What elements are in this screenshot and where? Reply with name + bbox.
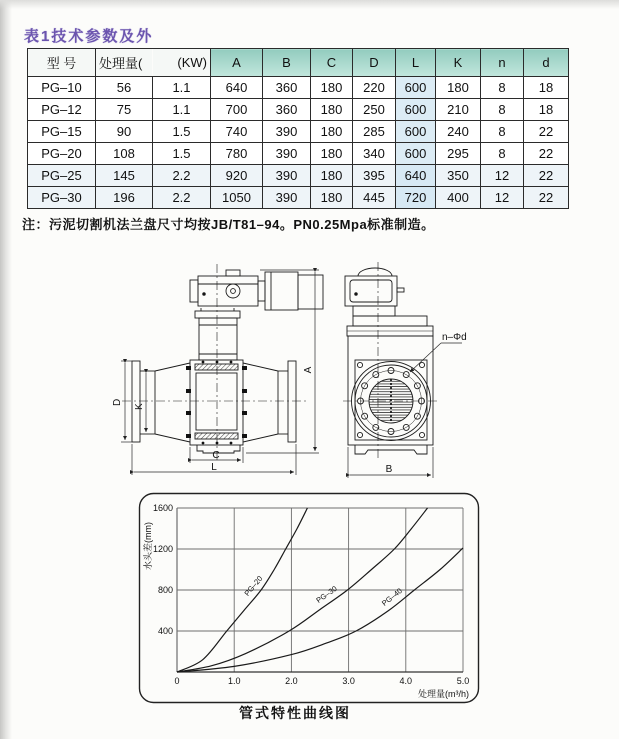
dim-label-l: L: [211, 462, 217, 473]
table-cell: 22: [524, 143, 569, 165]
x-tick-label: 2.0: [285, 676, 298, 686]
table-cell: 18: [524, 77, 569, 99]
y-tick-label: 800: [157, 585, 173, 595]
col-header: L: [396, 49, 436, 77]
table-cell: PG–12: [28, 99, 96, 121]
table-cell: 108: [96, 143, 153, 165]
dim-label-d: D: [112, 398, 123, 406]
table-cell: 920: [211, 165, 263, 187]
table-cell: 600: [396, 77, 436, 99]
table-row: [28, 165, 569, 187]
table-cell: PG–10: [28, 77, 96, 99]
right-flange: [288, 361, 296, 442]
col-header: C: [311, 49, 353, 77]
table-cell: 180: [311, 187, 353, 209]
series-label: PG–40: [379, 586, 404, 608]
table-row: [28, 187, 569, 209]
table-cell: 445: [353, 187, 396, 209]
curve-chart-svg: [138, 492, 480, 704]
table-cell: 1050: [211, 187, 263, 209]
front-gearbox: [345, 276, 397, 306]
chart-grid: [177, 508, 463, 672]
table-cell: 400: [436, 187, 481, 209]
motor-dome: [358, 268, 392, 276]
table-cell: 700: [211, 99, 263, 121]
x-tick-label: 4.0: [399, 676, 413, 686]
y-axis-title: 水头差(mm): [143, 522, 153, 570]
table-cell: 600: [396, 143, 436, 165]
table-row: [28, 143, 569, 165]
dim-label-k: K: [134, 403, 145, 410]
table-cell: 12: [481, 165, 524, 187]
table-cell: 1.5: [153, 121, 211, 143]
table-row: [28, 99, 569, 121]
front-base: [355, 445, 427, 454]
x-axis-title: 处理量(m³/h): [418, 689, 469, 699]
table-cell: 390: [263, 187, 311, 209]
page-title: 表1技术参数及外: [24, 28, 154, 45]
table-cell: 22: [524, 165, 569, 187]
table-cell: 180: [311, 77, 353, 99]
table-cell: PG–20: [28, 143, 96, 165]
motor-body: [265, 272, 298, 310]
table-cell: 1.5: [153, 143, 211, 165]
gearbox-end-plate: [190, 280, 198, 302]
table-cell: 18: [524, 99, 569, 121]
scan-edge-top: [0, 0, 619, 9]
y-tick-label: 1200: [152, 544, 173, 554]
dim-label-a: A: [303, 366, 314, 374]
dim-label-c: C: [212, 450, 220, 461]
front-view: [343, 262, 440, 458]
table-cell: 740: [211, 121, 263, 143]
y-tick-label: 1600: [152, 503, 173, 513]
table-cell: 180: [436, 77, 481, 99]
shaft-stub: [397, 288, 404, 292]
table-cell: 210: [436, 99, 481, 121]
table-cell: 390: [263, 165, 311, 187]
table-cell: 640: [396, 165, 436, 187]
technical-drawing: [100, 250, 480, 484]
table-cell: 12: [481, 187, 524, 209]
table-cell: 196: [96, 187, 153, 209]
table-cell: 2.2: [153, 187, 211, 209]
dim-label-b: B: [385, 464, 393, 475]
table-cell: 8: [481, 121, 524, 143]
table-cell: PG–25: [28, 165, 96, 187]
table-row: [28, 77, 569, 99]
col-header: K: [436, 49, 481, 77]
table-cell: 1.1: [153, 99, 211, 121]
table-cell: 75: [96, 99, 153, 121]
table-cell: 22: [524, 121, 569, 143]
table-cell: 180: [311, 121, 353, 143]
side-view: [122, 264, 323, 462]
table-cell: 390: [263, 143, 311, 165]
col-header: B: [263, 49, 311, 77]
x-tick-label: 5.0: [456, 676, 470, 686]
table-cell: 180: [311, 165, 353, 187]
col-header: A: [211, 49, 263, 77]
curve-chart: [138, 492, 480, 704]
table-cell: 350: [436, 165, 481, 187]
col-header: D: [353, 49, 396, 77]
table-cell: 1.1: [153, 77, 211, 99]
note-text: 注：污泥切割机法兰盘尺寸均按JB/T81–94。PN0.25Mpa标准制造。: [22, 217, 435, 232]
x-tick-label: 0: [174, 676, 180, 686]
table-cell: PG–30: [28, 187, 96, 209]
table-cell: 640: [211, 77, 263, 99]
table-cell: 240: [436, 121, 481, 143]
table-cell: 145: [96, 165, 153, 187]
table-cell: 395: [353, 165, 396, 187]
table-cell: 22: [524, 187, 569, 209]
table-cell: 8: [481, 143, 524, 165]
table-cell: 8: [481, 99, 524, 121]
table-cell: 600: [396, 99, 436, 121]
table-cell: 720: [396, 187, 436, 209]
chart-caption: 管式特性曲线图: [239, 705, 351, 721]
table-cell: 8: [481, 77, 524, 99]
table-cell: 250: [353, 99, 396, 121]
table-cell: 295: [436, 143, 481, 165]
table-cell: 780: [211, 143, 263, 165]
side-view-dimensions: [121, 270, 319, 475]
col-header: (KW): [153, 49, 211, 77]
table-cell: 360: [263, 99, 311, 121]
series-label: PG–30: [314, 583, 339, 605]
table-cell: 340: [353, 143, 396, 165]
table-cell: 390: [263, 121, 311, 143]
col-header: 型 号: [28, 49, 96, 77]
series-label: PG–20: [242, 574, 265, 598]
table-cell: 180: [311, 143, 353, 165]
table-cell: 56: [96, 77, 153, 99]
motor-end-cap: [298, 275, 323, 309]
scan-edge-left: [0, 0, 12, 739]
parameter-table: [27, 48, 569, 209]
table-cell: PG–15: [28, 121, 96, 143]
x-tick-label: 3.0: [342, 676, 355, 686]
left-flange: [132, 361, 140, 442]
motor-coupling: [258, 281, 265, 301]
table-cell: 600: [396, 121, 436, 143]
col-header: d: [524, 49, 569, 77]
col-header: n: [481, 49, 524, 77]
y-tick-label: 400: [157, 626, 173, 636]
gearbox-body: [198, 276, 258, 306]
table-cell: 360: [263, 77, 311, 99]
table-cell: 2.2: [153, 165, 211, 187]
table-cell: 285: [353, 121, 396, 143]
table-cell: 90: [96, 121, 153, 143]
col-header: 处理量(: [96, 49, 153, 77]
table-row: [28, 121, 569, 143]
table-header-row: [28, 49, 569, 77]
table-cell: 220: [353, 77, 396, 99]
table-cell: 180: [311, 99, 353, 121]
bolt-note-label: n–Φd: [442, 332, 467, 343]
x-tick-label: 1.0: [227, 676, 241, 686]
